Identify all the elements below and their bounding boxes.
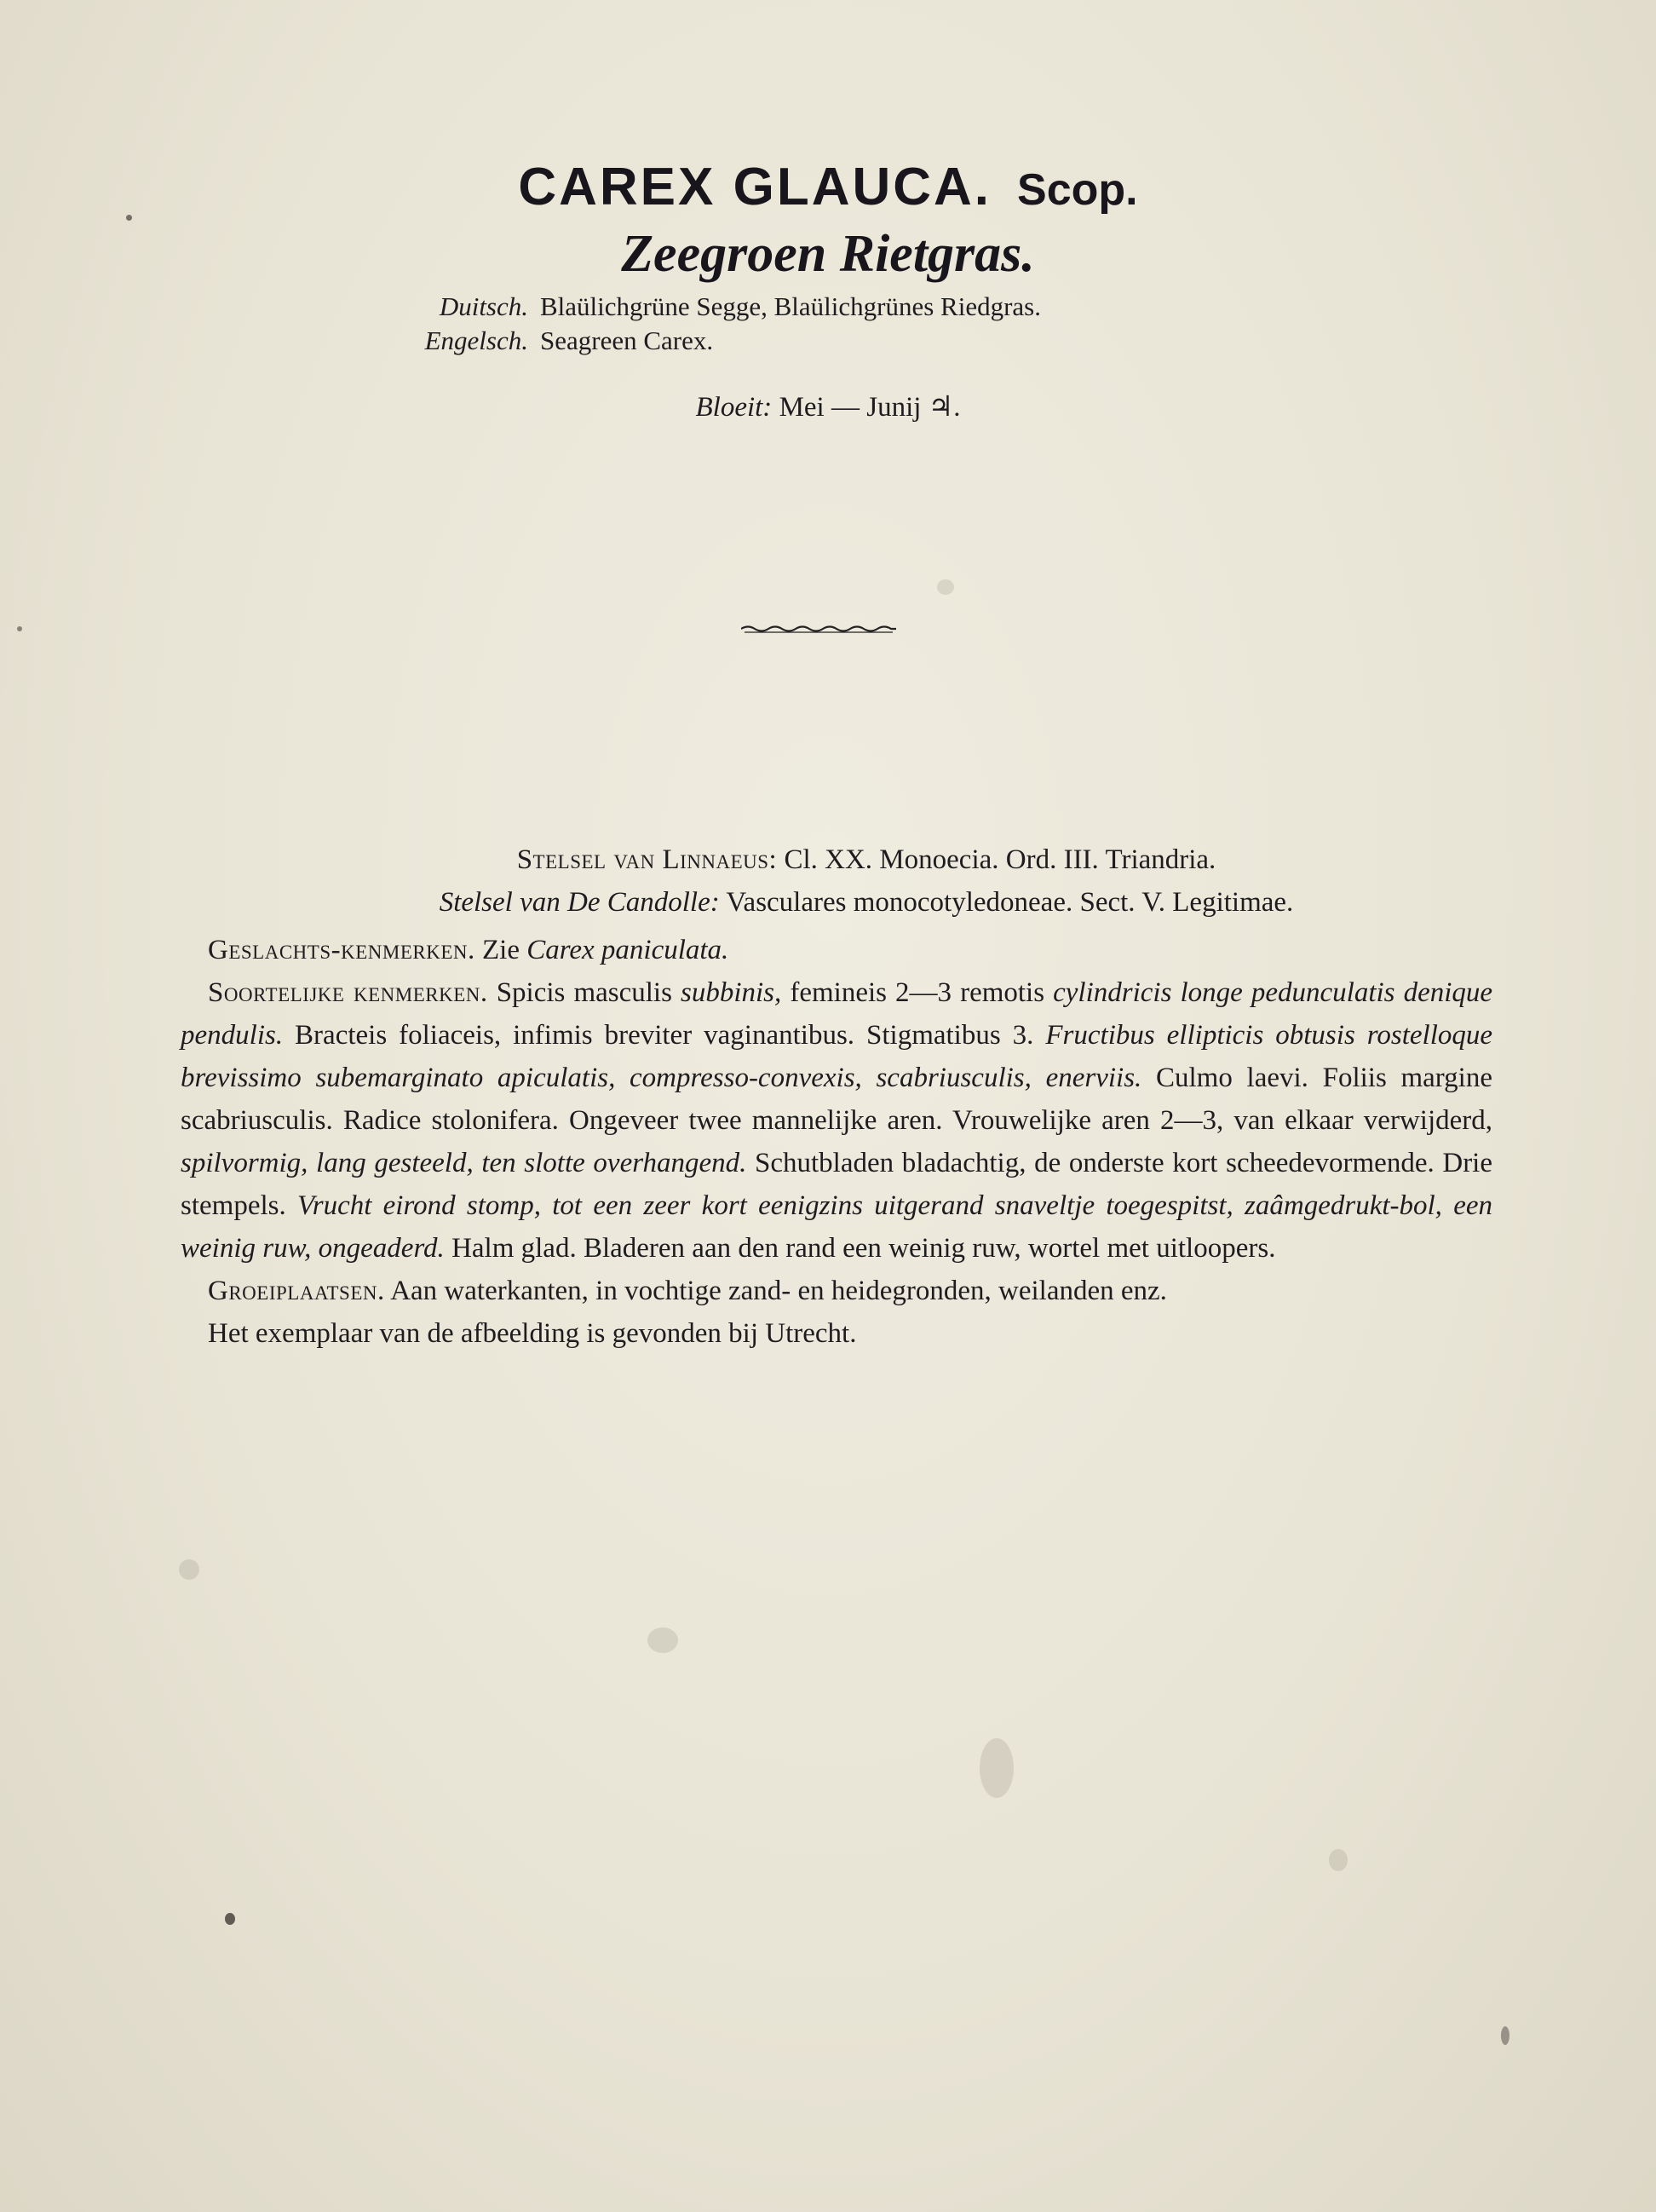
paper-speck [1501, 2026, 1509, 2045]
flowering-period [0, 389, 1656, 425]
species-chars-text: Culmo laevi. Foliis margine scabriusculis. Radice stolonifera. Ongeveer twee mannelijke aren. Vrouwelijke aren 2—3, van elkaar verwijderd, [181, 1063, 1492, 1136]
species-title [0, 153, 1656, 224]
dutch-name: Zeegroen Rietgras. [621, 225, 1035, 283]
genus-characteristics [181, 929, 1492, 971]
species-chars-italic: subbinis, [681, 977, 782, 1008]
linnaeus-value: Cl. XX. Monoecia. Ord. III. Triandria. [784, 844, 1216, 875]
species-chars-text: femineis 2—3 remotis [790, 977, 1045, 1008]
species-chars-text: Bracteis foliaceis, infimis breviter vaginantibus. Stigmatibus 3. [295, 1020, 1034, 1051]
vernacular-lang: Duitsch. [439, 291, 528, 321]
species-author: Scop. [1017, 165, 1138, 215]
specimen-note: Het exemplaar van de afbeelding is gevonden bij Utrecht. [208, 1318, 857, 1349]
vernacular-text: Seagreen Carex. [540, 325, 714, 355]
genus-label: Geslachts-kenmerken. [208, 935, 475, 965]
flowering-label: Bloeit: [695, 392, 773, 423]
vernacular-names [409, 290, 1041, 358]
candolle-label: Stelsel van De Candolle: [439, 887, 720, 918]
species-chars-italic: cylindricis longe pedunculatis denique pendulis. [181, 977, 1493, 1051]
vernacular-lang: Engelsch. [424, 325, 528, 355]
paper-speck [647, 1627, 678, 1653]
vernacular-text: Blaülichgrüne Segge, Blaülichgrünes Riedgras. [540, 291, 1042, 321]
decorative-rule [741, 622, 896, 636]
candolle-value: Vasculares monocotyledoneae. Sect. V. Legitimae. [726, 887, 1294, 918]
candolle-system [181, 881, 1492, 924]
genus-ref: Carex paniculata. [526, 935, 729, 965]
vernacular-row-german [409, 290, 1041, 324]
species-name: CAREX GLAUCA. [518, 158, 992, 216]
paper-speck [1329, 1849, 1348, 1871]
habitat-label: Groeiplaatsen. [208, 1276, 385, 1306]
paper-speck [17, 626, 22, 631]
paper-speck [980, 1738, 1014, 1798]
species-chars-text: Halm glad. Bladeren aan den rand een weinig ruw, wortel met uitloopers. [451, 1233, 1276, 1264]
species-chars-italic: spilvormig, lang gesteeld, ten slotte overhangend. [181, 1148, 747, 1178]
linnaeus-label: Stelsel van Linnaeus: [516, 844, 778, 875]
paper-speck [937, 579, 954, 595]
description-body [181, 838, 1492, 1355]
species-chars-text: Schutbladen bladachtig, de onderste kort scheedevormende. Drie stempels. [181, 1148, 1492, 1221]
genus-text: Zie [482, 935, 520, 965]
species-chars-italic: Vrucht eirond stomp, tot een zeer kort eenigzins uitgerand snaveltje toegespitst, zaâmgedrukt-bol, een weinig ruw, ongeaderd. [181, 1190, 1493, 1264]
species-chars-text: Spicis masculis [496, 977, 672, 1008]
paper-speck [179, 1559, 199, 1580]
habitat [181, 1270, 1492, 1312]
habitat-text: Aan waterkanten, in vochtige zand- en heidegronden, weilanden enz. [390, 1276, 1167, 1306]
species-chars-label: Soortelijke kenmerken. [208, 977, 488, 1008]
flowering-value: Mei — Junij ♃. [779, 392, 961, 423]
species-characteristics [181, 971, 1492, 1270]
paper-speck [225, 1913, 235, 1925]
vernacular-row-english [409, 324, 1041, 358]
species-chars-italic: Fructibus ellipticis obtusis rostelloque brevissimo subemarginato apiculatis, compresso-convexis, scabriusculis, enerviis. [181, 1020, 1493, 1093]
linnaeus-system [181, 838, 1492, 881]
